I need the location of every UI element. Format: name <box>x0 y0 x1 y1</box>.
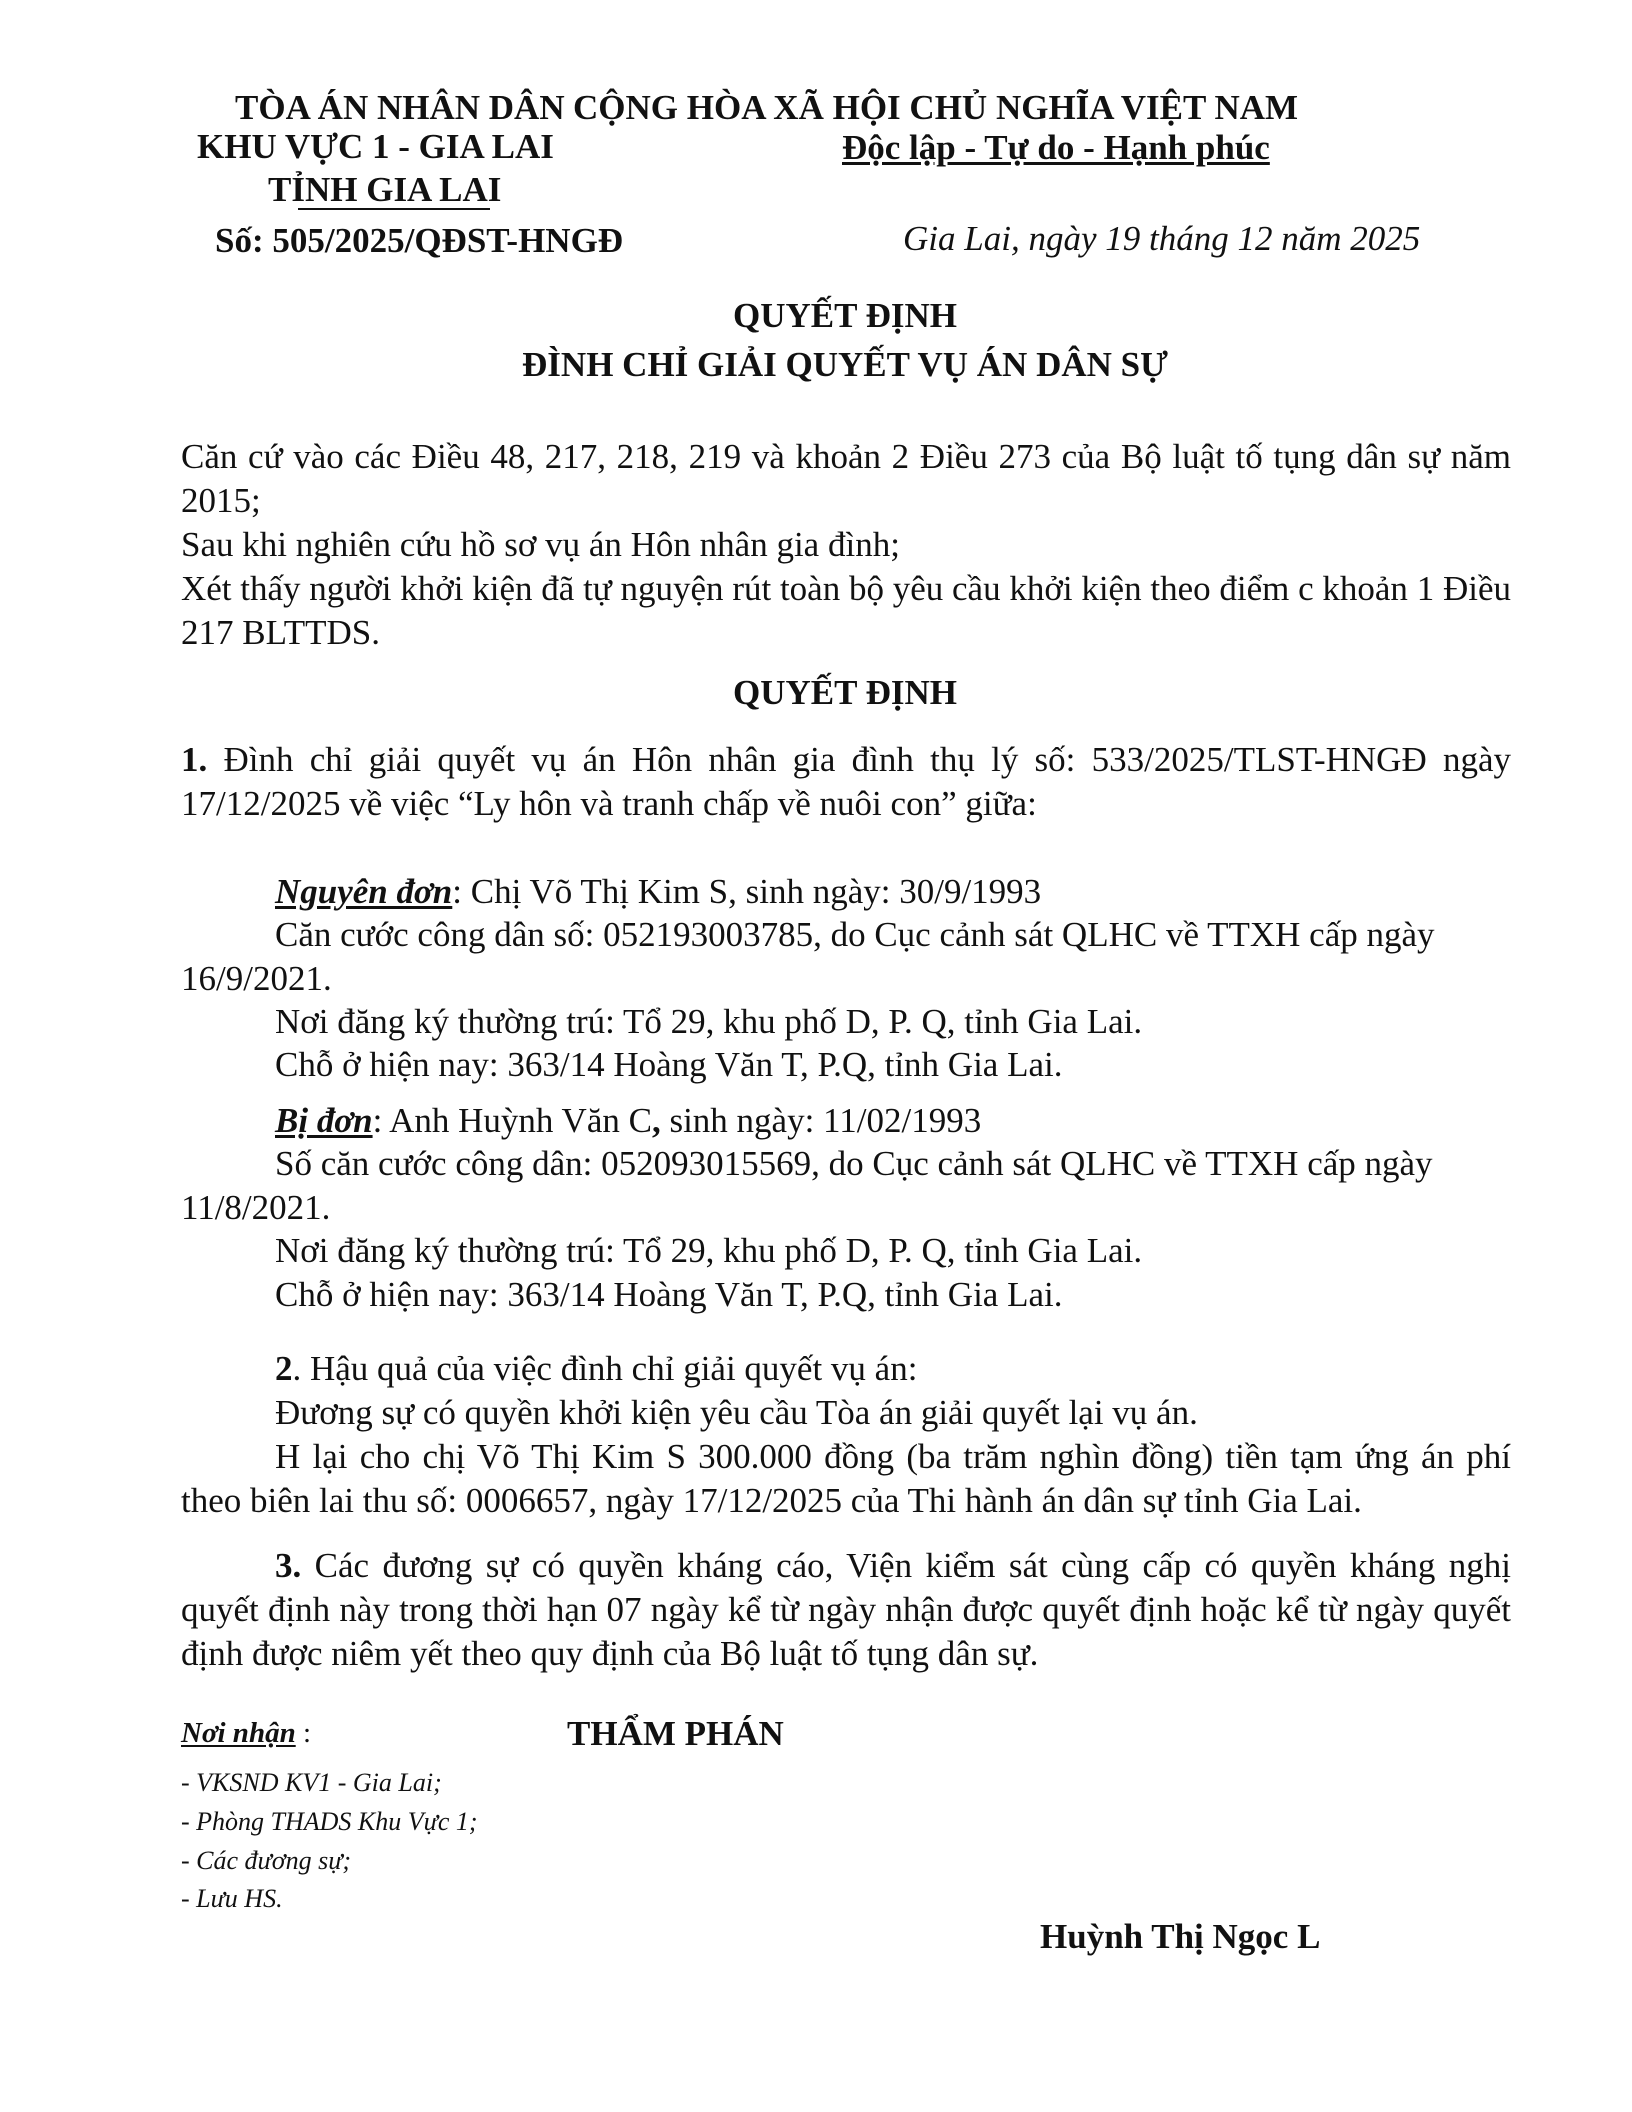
court-name-line1: TÒA ÁN NHÂN DÂN <box>235 88 565 127</box>
item-3 <box>181 1544 1511 1676</box>
item-1-number: 1. <box>181 740 208 779</box>
recipients-colon: : <box>295 1717 312 1749</box>
place-date: Gia Lai, ngày 19 tháng 12 năm 2025 <box>903 219 1421 258</box>
item-3-number: 3. <box>275 1546 302 1585</box>
plaintiff-label: Nguyên đơn <box>275 872 453 911</box>
recipient-item: - VKSND KV1 - Gia Lai; <box>181 1768 442 1797</box>
plaintiff-current-address: Chỗ ở hiện nay: 363/14 Hoàng Văn T, P.Q, tỉnh Gia Lai. <box>275 1045 1063 1084</box>
recipients-label: Nơi nhận <box>181 1717 296 1749</box>
item-1-text: Đình chỉ giải quyết vụ án Hôn nhân gia đình thụ lý số: 533/2025/TLST-HNGĐ ngày 17/12/2025 về việc “Ly hôn và tranh chấp về nuôi con” giữa: <box>181 740 1511 823</box>
defendant-id-line2: 11/8/2021. <box>181 1188 331 1227</box>
defendant-id-line1: Số căn cước công dân: 052093015569, do Cục cảnh sát QLHC về TTXH cấp ngày <box>275 1144 1433 1183</box>
defendant-label: Bị đơn <box>275 1101 373 1140</box>
defendant-comma: , <box>651 1101 661 1140</box>
plaintiff-id-line2: 16/9/2021. <box>181 959 332 998</box>
nation-title: CỘNG HÒA XÃ HỘI CHỦ NGHĨA VIỆT NAM <box>573 88 1299 127</box>
item-2-number: 2 <box>275 1349 293 1388</box>
court-name-underline <box>298 208 490 210</box>
decision-heading: QUYẾT ĐỊNH <box>733 673 957 712</box>
case-study: Sau khi nghiên cứu hồ sơ vụ án Hôn nhân gia đình; <box>181 525 900 564</box>
recipient-item: - Lưu HS. <box>181 1884 283 1913</box>
item-1 <box>181 738 1511 826</box>
decision-subtitle: ĐÌNH CHỈ GIẢI QUYẾT VỤ ÁN DÂN SỰ <box>522 345 1168 384</box>
recipient-item: - Phòng THADS Khu Vực 1; <box>181 1807 478 1836</box>
recipient-item: - Các đương sự; <box>181 1846 352 1875</box>
defendant-current-address: Chỗ ở hiện nay: 363/14 Hoàng Văn T, P.Q, tỉnh Gia Lai. <box>275 1275 1063 1314</box>
finding: Xét thấy người khởi kiện đã tự nguyện rút toàn bộ yêu cầu khởi kiện theo điểm c khoản 1 Điều 217 BLTTDS. <box>181 569 1511 652</box>
item-2-refund: H lại cho chị Võ Thị Kim S 300.000 đồng (ba trăm nghìn đồng) tiền tạm ứng án phí theo biên lai thu số: 0006657, ngày 17/12/2025 của Thi hành án dân sự tỉnh Gia Lai. <box>181 1437 1511 1520</box>
court-name-line3: TỈNH GIA LAI <box>268 170 502 209</box>
defendant-intro <box>275 1099 981 1143</box>
plaintiff-name-birth: : Chị Võ Thị Kim S, sinh ngày: 30/9/1993 <box>452 872 1042 911</box>
recipients-heading <box>181 1717 311 1750</box>
plaintiff-id-line1: Căn cước công dân số: 052193003785, do Cục cảnh sát QLHC về TTXH cấp ngày <box>275 915 1435 954</box>
document-number: Số: 505/2025/QĐST-HNGĐ <box>215 221 624 260</box>
item-2-heading: . Hậu quả của việc đình chỉ giải quyết vụ án: <box>292 1349 918 1388</box>
legal-basis: Căn cứ vào các Điều 48, 217, 218, 219 và khoản 2 Điều 273 của Bộ luật tố tụng dân sự năm 2015; <box>181 437 1511 520</box>
plaintiff-permanent-address: Nơi đăng ký thường trú: Tổ 29, khu phố D, P. Q, tỉnh Gia Lai. <box>275 1002 1143 1041</box>
item-2 <box>275 1347 917 1391</box>
item-2-right: Đương sự có quyền khởi kiện yêu cầu Tòa án giải quyết lại vụ án. <box>275 1393 1198 1432</box>
signer-title: THẨM PHÁN <box>567 1714 784 1753</box>
defendant-permanent-address: Nơi đăng ký thường trú: Tổ 29, khu phố D, P. Q, tỉnh Gia Lai. <box>275 1231 1143 1270</box>
defendant-birth: sinh ngày: 11/02/1993 <box>660 1101 982 1140</box>
defendant-name: : Anh Huỳnh Văn C <box>372 1101 652 1140</box>
motto: Độc lập - Tự do - Hạnh phúc <box>842 128 1270 167</box>
signer-name: Huỳnh Thị Ngọc L <box>1040 1917 1321 1956</box>
plaintiff-intro <box>275 870 1041 914</box>
court-name-line2: KHU VỰC 1 - GIA LAI <box>197 127 554 166</box>
item-3-text: Các đương sự có quyền kháng cáo, Viện kiểm sát cùng cấp có quyền kháng nghị quyết định này trong thời hạn 07 ngày kể từ ngày nhận được quyết định hoặc kể từ ngày quyết định được niêm yết theo quy định của Bộ luật tố tụng dân sự. <box>181 1546 1511 1673</box>
decision-title: QUYẾT ĐỊNH <box>733 296 957 335</box>
